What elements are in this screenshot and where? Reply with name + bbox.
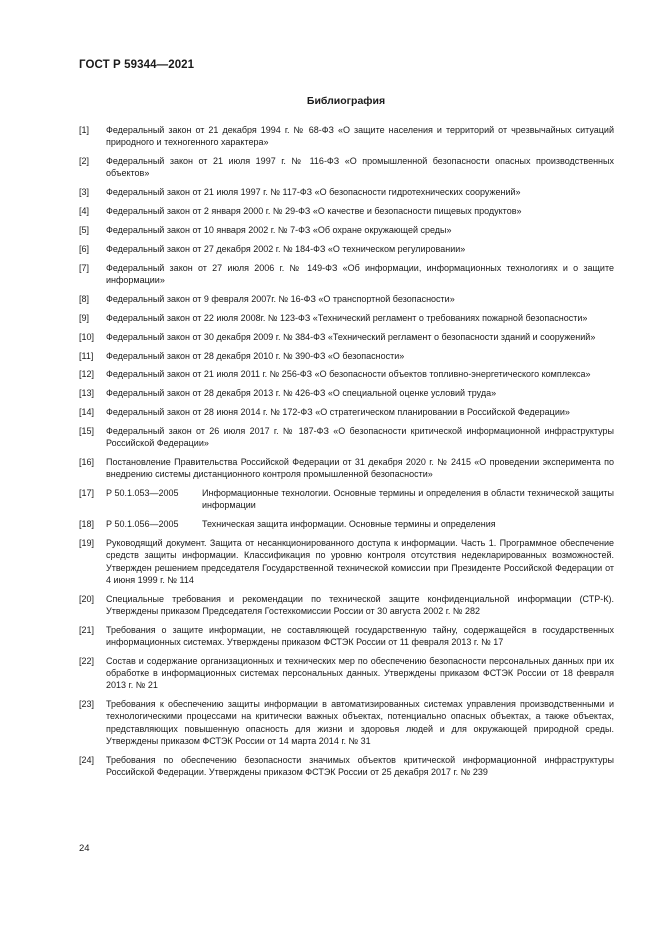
entry-number: [22] — [79, 655, 95, 666]
entry-number: [15] — [79, 426, 95, 437]
bibliography-entry — [79, 387, 614, 399]
bibliography-entry — [79, 293, 614, 305]
entry-text: Федеральный закон от 27 июля 2006 г. № 149-ФЗ «Об информации, информационных технологиях и о защите информации» — [106, 262, 614, 285]
entry-number: [19] — [79, 538, 95, 549]
bibliography-entry — [79, 624, 614, 648]
entry-number: [12] — [79, 369, 95, 380]
entry-text: Специальные требования и рекомендации по технической защите конфиденциальной информации (СТР-К). Утверждены приказом Председателя Гостехкомиссии России от 30 августа 2002 г. № 282 — [106, 593, 614, 616]
entry-number: [17] — [79, 488, 95, 499]
entry-text: Федеральный закон от 10 января 2002 г. № 7-ФЗ «Об охране окружающей среды» — [106, 224, 452, 235]
entry-number: [13] — [79, 388, 95, 399]
entry-number: [6] — [79, 243, 90, 254]
bibliography-entry — [79, 205, 614, 217]
entry-text: Требования по обеспечению безопасности значимых объектов критической информационной инфраструктуры Российской Федерации. Утверждены приказом ФСТЭК России от 25 декабря 2017 г. № 239 — [106, 754, 614, 777]
bibliography-entry — [79, 368, 614, 380]
entry-number: [18] — [79, 519, 95, 530]
entry-number: [20] — [79, 593, 95, 604]
entry-text: Федеральный закон от 22 июля 2008г. № 123-ФЗ «Технический регламент о требованиях пожарной безопасности» — [106, 312, 588, 323]
entry-text: Федеральный закон от 21 июля 1997 г. № 117-ФЗ «О безопасности гидротехнических сооружений» — [106, 187, 521, 198]
bibliography-entry — [79, 593, 614, 617]
bibliography-entry — [79, 224, 614, 236]
bibliography-entry — [79, 262, 614, 286]
bibliography-entry — [79, 655, 614, 692]
entry-number: [14] — [79, 407, 95, 418]
bibliography-entry — [79, 425, 614, 449]
entry-number: [23] — [79, 699, 95, 710]
entry-number: [1] — [79, 125, 90, 135]
page-number: 24 — [79, 843, 90, 854]
entry-text: Федеральный закон от 2 января 2000 г. № 29-ФЗ «О качестве и безопасности пищевых продуктов» — [106, 206, 522, 217]
entry-standard-code: Р 50.1.056—2005 — [106, 519, 179, 530]
entry-number: [8] — [79, 293, 90, 304]
entry-number: [16] — [79, 457, 95, 468]
bibliography-entry — [79, 243, 614, 255]
entry-text: Состав и содержание организационных и технических мер по обеспечению безопасности персональных данных при их обработке в информационных системах персональных данных. Утверждены приказом ФСТЭК России от 18 февраля 2013 г. № 21 — [106, 655, 614, 691]
entry-text: Федеральный закон от 28 декабря 2010 г. № 390-ФЗ «О безопасности» — [106, 350, 405, 361]
bibliography-entry — [79, 754, 614, 778]
entry-text: Требования о защите информации, не составляющей государственную тайну, содержащейся в государственных информационных системах. Утверждены приказом ФСТЭК России от 11 февраля 2013 г. № 17 — [106, 624, 614, 648]
section-title: Библиография — [306, 95, 386, 107]
bibliography-entry — [79, 456, 614, 480]
entry-number: [2] — [79, 156, 90, 167]
entry-number: [3] — [79, 187, 90, 198]
entry-text: Федеральный закон от 21 декабря 1994 г. № 68-ФЗ «О защите населения и территорий от чрезвычайных ситуаций природного и техногенного характера» — [106, 125, 614, 148]
entry-text: Федеральный закон от 21 июля 1997 г. № 116-ФЗ «О промышленной безопасности опасных производственных объектов» — [106, 156, 614, 179]
bibliography-entry — [79, 537, 614, 586]
entry-number: [4] — [79, 206, 90, 217]
entry-text: Федеральный закон от 28 июня 2014 г. № 172-ФЗ «О стратегическом планировании в Российской Федерации» — [106, 407, 570, 418]
entry-text: Техническая защита информации. Основные термины и определения — [202, 519, 496, 530]
entry-number: [5] — [79, 224, 90, 235]
entry-number: [24] — [79, 754, 95, 765]
entry-text: Федеральный закон от 9 февраля 2007г. № 16-ФЗ «О транспортной безопасности» — [106, 293, 455, 304]
entry-text: Федеральный закон от 26 июля 2017 г. № 187-ФЗ «О безопасности критической информационной инфраструктуры Российской Федерации» — [106, 426, 614, 449]
bibliography-list — [79, 124, 614, 785]
entry-number: [11] — [79, 350, 94, 361]
entry-number: [10] — [79, 331, 95, 342]
entry-text: Руководящий документ. Защита от несанкционированного доступа к информации. Часть 1. Программное обеспечение средств защиты информации. Классификация по уровню контроля отсутствия недекларированных возможностей. Утвержден решением председателя Государственной технической комиссии при Президенте Российской Федерации от 4 июня 1999 г. № 114 — [106, 538, 614, 585]
entry-text: Требования к обеспечению защиты информации в автоматизированных системах управления производственными и технологическими процессами на критически важных объектах, потенциально опасных объектах, а также объектах, представляющих повышенную опасность для жизни и здоровья людей и для окружающей природной среды. Утверждены приказом ФСТЭК России от 14 марта 2014 г. № 31 — [106, 699, 614, 746]
bibliography-entry — [79, 331, 614, 343]
bibliography-entry — [79, 518, 614, 530]
bibliography-entry — [79, 350, 614, 362]
bibliography-entry — [79, 698, 614, 747]
entry-text: Постановление Правительства Российской Федерации от 31 декабря 2020 г. № 2415 «О проведении эксперимента по внедрению системы дистанционного контроля промышленной безопасности» — [106, 457, 614, 480]
entry-text: Федеральный закон от 21 июля 2011 г. № 256-ФЗ «О безопасности объектов топливно-энергетического комплекса» — [106, 369, 591, 380]
document-header: ГОСТ Р 59344—2021 — [79, 59, 195, 71]
entry-text: Федеральный закон от 27 декабря 2002 г. № 184-ФЗ «О техническом регулировании» — [106, 243, 466, 254]
bibliography-entry — [79, 487, 614, 511]
bibliography-entry — [79, 406, 614, 418]
entry-number: [21] — [79, 624, 95, 635]
entry-number: [9] — [79, 312, 90, 323]
bibliography-entry — [79, 124, 614, 148]
entry-text: Информационные технологии. Основные термины и определения в области технической защиты информации — [202, 488, 614, 511]
entry-number: [7] — [79, 262, 90, 273]
entry-text: Федеральный закон от 28 декабря 2013 г. № 426-ФЗ «О специальной оценке условий труда» — [106, 388, 497, 399]
entry-text: Федеральный закон от 30 декабря 2009 г. № 384-ФЗ «Технический регламент о безопасности зданий и сооружений» — [106, 331, 596, 342]
bibliography-entry — [79, 312, 614, 324]
entry-standard-code: Р 50.1.053—2005 — [106, 488, 179, 499]
bibliography-entry — [79, 186, 614, 198]
bibliography-entry — [79, 155, 614, 179]
